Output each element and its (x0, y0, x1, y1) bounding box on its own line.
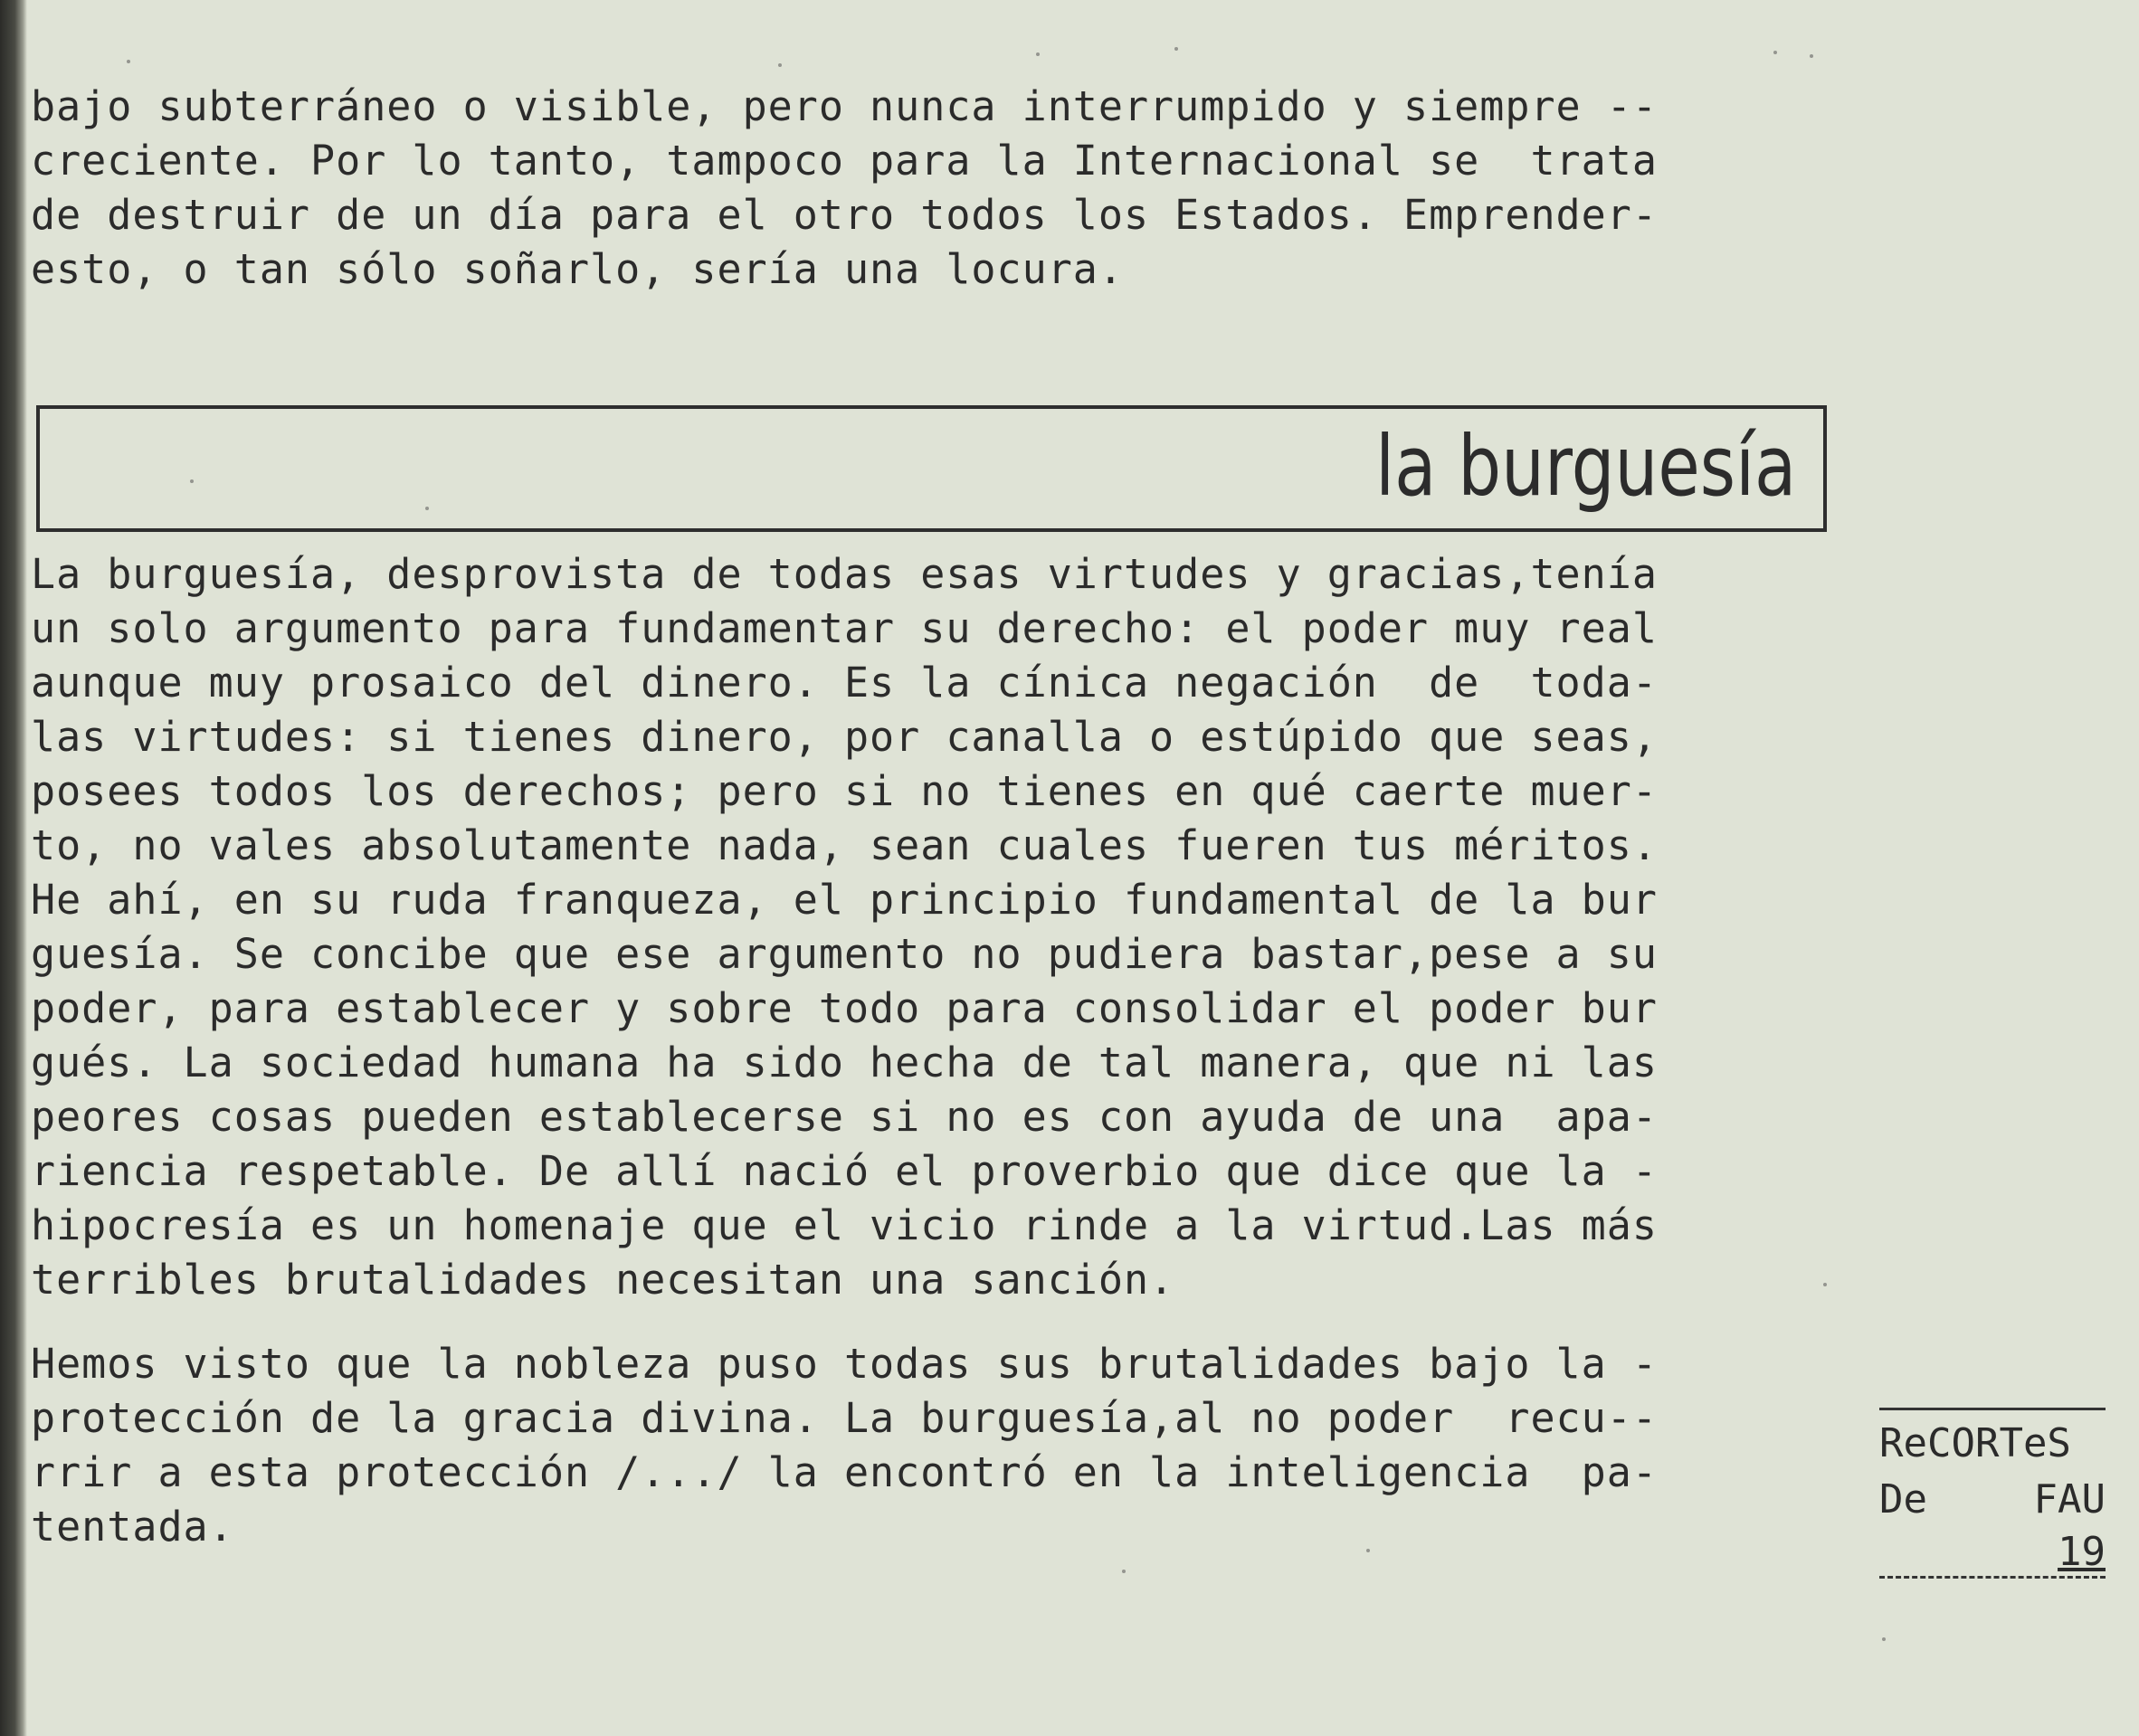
print-speck (778, 63, 782, 67)
print-speck (127, 60, 130, 63)
main-paragraph-line: las virtudes: si tienes dinero, por canalla o estúpido que seas, (31, 713, 1658, 761)
print-speck (1122, 1570, 1126, 1573)
closing-paragraph-line: Hemos visto que la nobleza puso todas sus brutalidades bajo la - (31, 1340, 1658, 1388)
main-paragraph (31, 547, 1658, 1307)
badge-bottom-rule (1879, 1576, 2106, 1579)
main-paragraph-line: peores cosas pueden establecerse si no es con ayuda de una apa- (31, 1093, 1658, 1141)
main-paragraph-line: hipocresía es un homenaje que el vicio rinde a la virtud.Las más (31, 1201, 1658, 1249)
section-heading: la burguesía (1374, 418, 1796, 515)
top-paragraph (31, 80, 1658, 297)
main-paragraph-line: to, no vales absolutamente nada, sean cuales fueren tus méritos. (31, 821, 1658, 869)
main-paragraph-line: riencia respetable. De allí nació el proverbio que dice que la - (31, 1147, 1658, 1195)
top-paragraph-line: esto, o tan sólo soñarlo, sería una locura. (31, 245, 1124, 293)
badge-title: ReCORTeS (1879, 1420, 2071, 1466)
print-speck (1882, 1637, 1886, 1641)
print-speck (1174, 47, 1178, 51)
main-paragraph-line: posees todos los derechos; pero si no tienes en qué caerte muer- (31, 767, 1658, 815)
closing-paragraph-line: tentada. (31, 1503, 234, 1551)
main-paragraph-line: La burguesía, desprovista de todas esas virtudes y gracias,tenía (31, 550, 1658, 598)
binding-shadow (0, 0, 27, 1736)
top-paragraph-line: de destruir de un día para el otro todos los Estados. Emprender- (31, 191, 1658, 239)
closing-paragraph-line: protección de la gracia divina. La burguesía,al no poder recu-- (31, 1394, 1658, 1442)
section-heading-box (36, 405, 1827, 532)
badge-fau: FAU (2033, 1476, 2106, 1523)
badge-de: De (1879, 1476, 1927, 1523)
top-paragraph-line: creciente. Por lo tanto, tampoco para la Internacional se trata (31, 137, 1658, 185)
main-paragraph-line: gués. La sociedad humana ha sido hecha de tal manera, que ni las (31, 1039, 1658, 1086)
closing-paragraph (31, 1337, 1658, 1554)
main-paragraph-line: aunque muy prosaico del dinero. Es la cínica negación de toda- (31, 659, 1658, 707)
print-speck (1823, 1283, 1827, 1286)
print-speck (1036, 52, 1040, 56)
top-paragraph-line: bajo subterráneo o visible, pero nunca interrumpido y siempre -- (31, 82, 1658, 130)
main-paragraph-line: un solo argumento para fundamentar su derecho: el poder muy real (31, 604, 1658, 652)
print-speck (425, 507, 429, 510)
page-number: 19 (2058, 1529, 2106, 1575)
main-paragraph-line: poder, para establecer y sobre todo para consolidar el poder bur (31, 984, 1658, 1032)
closing-paragraph-line: rrir a esta protección /.../ la encontró en la inteligencia pa- (31, 1448, 1658, 1496)
print-speck (1773, 51, 1777, 54)
main-paragraph-line: terribles brutalidades necesitan una sanción. (31, 1256, 1175, 1304)
main-paragraph-line: He ahí, en su ruda franqueza, el principio fundamental de la bur (31, 876, 1658, 924)
main-paragraph-line: guesía. Se concibe que ese argumento no pudiera bastar,pese a su (31, 930, 1658, 978)
print-speck (1366, 1549, 1370, 1552)
footer-badge (1879, 1402, 2106, 1583)
print-speck (1810, 54, 1813, 58)
badge-top-rule (1879, 1408, 2106, 1410)
print-speck (190, 479, 194, 483)
